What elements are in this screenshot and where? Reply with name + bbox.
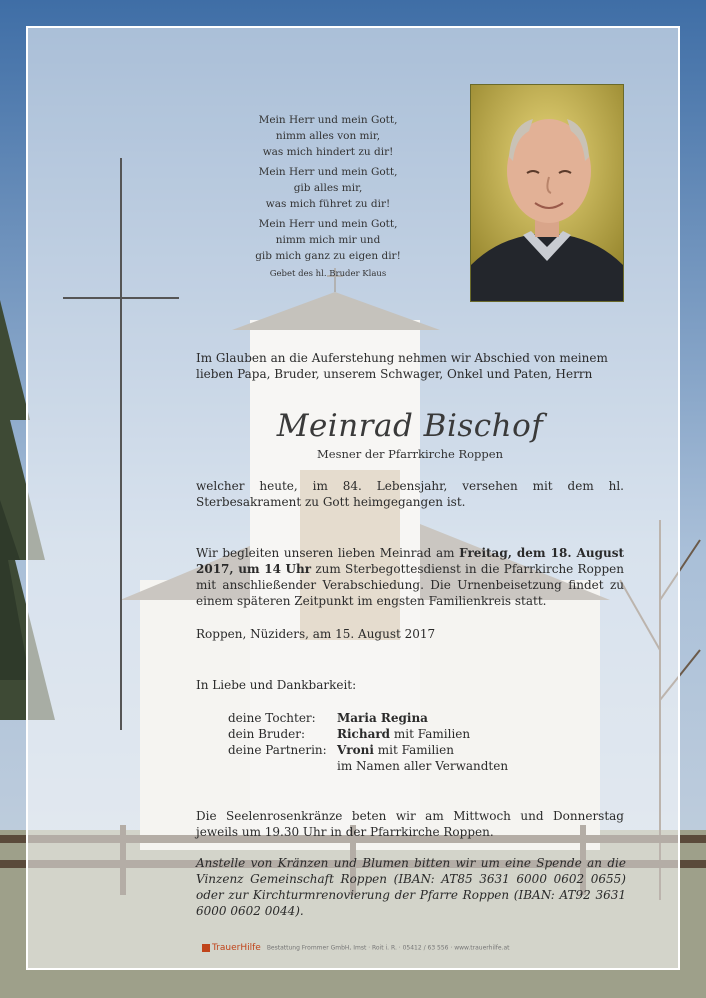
poem-stanza [228,112,428,160]
donation-note: Anstelle von Kränzen und Blumen bitten wir um eine Spende an die Vinzenz Gemeinschaft Roppen (IBAN: AT85 3631 6000 0602 0655) oder zur Kirchturmrenovierung der Pfarre Roppen (IBAN: AT92 3631 6000 0602 0044). [196,856,626,918]
place-date: Roppen, Nüziders, am 15. August 2017 [196,627,436,641]
survivor-relation: dein Bruder: [228,727,306,741]
poem-line: Mein Herr und mein Gott, [258,218,398,230]
service-text-after: zum Sterbegottesdienst in die Pfarrkirche Roppen mit anschließender Verabschiedung. Die Urnenbeisetzung findet zu einem späteren Zeitpunkt im engsten Familienkreis statt. [196,562,624,608]
intro-text: Im Glauben an die Auferstehung nehmen wir Abschied von meinem lieben Papa, Bruder, unserem Schwager, Onkel und Paten, Herrn [196,351,608,381]
poem-line: Mein Herr und mein Gott, [258,166,398,178]
survivor-name-bold: Vroni [337,743,374,757]
poem-line: was mich hindert zu dir! [262,146,394,158]
poem-line: nimm alles von mir, [275,130,381,142]
deceased-name: Meinrad Bischof [276,408,544,444]
brand-logo-icon [202,944,210,952]
survivor-name-rest: im Namen aller Verwandten [337,759,509,773]
survivor-name-bold: Maria Regina [337,711,428,725]
survivor-name-rest: mit Familien [390,727,471,741]
service-text [196,545,624,609]
survivor-name [337,710,428,726]
brand-name: TrauerHilfe [212,943,261,953]
cross-vertical-bar [120,158,122,730]
poem-stanza [228,216,428,264]
survivor-name-bold: Richard [337,727,391,741]
survivor-name [337,742,454,758]
survivor-name [337,726,470,742]
passing-text: welcher heute, im 84. Lebensjahr, versehen mit dem hl. Sterbesakrament zu Gott heimgegangen ist. [196,479,624,509]
prayer-poem [228,112,428,280]
survivor-relation: deine Tochter: [228,711,316,725]
survivor-relation: deine Partnerin: [228,743,327,757]
poem-line: gib mich ganz zu eigen dir! [255,250,401,262]
service-date: Freitag, dem 18. August 2017, um 14 Uhr [196,546,624,576]
rosary-text: Die Seelenrosenkränze beten wir am Mittwoch und Donnerstag jeweils um 19.30 Uhr in der Pfarrkirche Roppen. [196,809,624,839]
poem-line: was mich führet zu dir! [265,198,391,210]
poem-attribution: Gebet des hl. Bruder Klaus [269,269,387,279]
survivor-name [337,758,508,774]
love-line: In Liebe und Dankbarkeit: [196,678,357,692]
footer-fine-print: Bestattung Frommer GmbH, Imst · Roit i. R. · 05412 / 63 556 · www.trauerhilfe.at [266,944,510,952]
deceased-role: Mesner der Pfarrkirche Roppen [317,447,503,461]
poem-stanza [228,164,428,212]
footer [202,943,532,957]
poem-line: Mein Herr und mein Gott, [258,114,398,126]
survivor-name-rest: mit Familien [373,743,454,757]
service-text-before: Wir begleiten unseren lieben Meinrad am [196,546,460,560]
cross-horizontal-bar [63,297,179,299]
poem-line: nimm mich mir und [275,234,381,246]
portrait-photo [470,84,624,302]
poem-line: gib alles mir, [293,182,363,194]
